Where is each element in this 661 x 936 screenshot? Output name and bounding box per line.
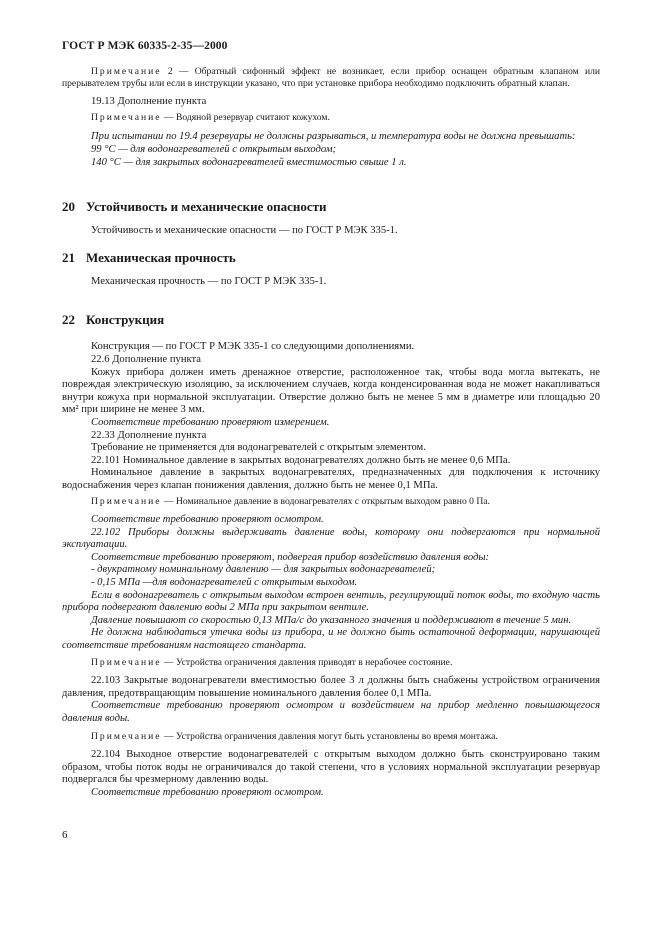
clause-22-103: 22.103 Закрытые водонагреватели вместимостью более 3 л должны быть снабжены устройством ограничения давления, предотвращающим повышение номинального давления более 0,1 МПа.: [62, 675, 600, 699]
section-21-text: Механическая прочность — по ГОСТ Р МЭК 335-1.: [91, 275, 327, 287]
clause-22-102-check: Соответствие требованию проверяют, подвергая прибор воздействию давления воды:: [91, 551, 490, 563]
clause-22-6: 22.6 Дополнение пункта: [91, 353, 201, 365]
document-header: ГОСТ Р МЭК 60335-2-35—2000: [62, 40, 228, 52]
section-title: Устойчивость и механические опасности: [86, 199, 327, 215]
clause-22-33: 22.33 Дополнение пункта: [91, 429, 207, 441]
section-number: 21: [62, 249, 75, 265]
section-title: Конструкция: [86, 312, 165, 328]
clause-22-6-check: Соответствие требованию проверяют измерением.: [91, 416, 330, 428]
italic-19-4: При испытании по 19.4 резервуары не должны разрываться, и температура воды не должна превышать:: [91, 131, 576, 143]
clause-22-103-check: Соответствие требованию проверяют осмотром и воздействием на прибор медленно повышающегося давления воды.: [62, 700, 600, 724]
section-22-heading: [62, 312, 600, 327]
check-visual-1: Соответствие требованию проверяют осмотром.: [91, 514, 324, 526]
clause-22-33-text: Требование не применяется для водонагревателей с открытым элементом.: [91, 442, 426, 454]
note-text: — Устройства ограничения давления могут быть установлены во время монтажа.: [163, 730, 498, 742]
note-label: Примечание: [91, 66, 162, 77]
note-text: — Водяной резервуар считают кожухом.: [163, 111, 330, 123]
note-22-101: [62, 496, 600, 508]
section-21-heading: [62, 250, 600, 265]
clause-19-13: 19.13 Дополнение пункта: [91, 96, 207, 108]
section-20-text: Устойчивость и механические опасности — по ГОСТ Р МЭК 335-1.: [91, 225, 398, 237]
note-label: Примечание: [91, 656, 162, 668]
note-text: 2 — Обратный сифонный эффект не возникает, если прибор оснащен обратным клапаном или прерывателем трубы или если в инструкции указано, что при установке прибора необходимо подключить обратный клапан.: [62, 66, 600, 89]
clause-22-6-text: Кожух прибора должен иметь дренажное отверстие, расположенное так, чтобы вода могла вытекать, не повреждая электрическую изоляцию, за исключением случаев, когда конденсированная вода не может накапливаться внутри кожуха при нормальной эксплуатации. Отверстие должно быть не менее 5 мм в диаметре или площадью 20 мм² при ширине не менее 3 мм.: [62, 366, 600, 416]
clause-22-104: 22.104 Выходное отверстие водонагревателей с открытым выходом должно быть сконструировано таким образом, чтобы поток воды не ограничивался до такой степени, что в условиях нормальной эксплуатации резервуар подвергался бы чрезмерному давлению воды.: [62, 749, 600, 786]
note-label: Примечание: [91, 111, 162, 123]
note-text: — Устройства ограничения давления приводят в нерабочее состояние.: [163, 656, 453, 668]
check-visual-2: Соответствие требованию проверяют осмотром.: [91, 786, 324, 798]
clause-22-102-valve: Если в водонагреватель с открытым выходом встроен вентиль, регулирующий поток воды, то входную часть прибора подвергают давлению воды 2 МПа при закрытом вентиле.: [62, 589, 600, 614]
clause-22-102-b: - 0,15 МПа —для водонагревателей с открытым выходом.: [91, 577, 358, 589]
clause-22-101-text: Номинальное давление в закрытых водонагревателях, предназначенных для подключения к источнику водоснабжения через клапан понижения давления, должно быть не менее 0,1 МПа.: [62, 467, 600, 491]
italic-99: 99 °С — для водонагревателей с открытым выходом;: [91, 143, 337, 155]
clause-22-102-a: - двукратному номинальному давлению — для закрытых водонагревателей;: [91, 564, 436, 576]
note-22-103: [62, 731, 600, 743]
page-number: 6: [62, 829, 68, 841]
note-19-13: [62, 112, 600, 124]
section-number: 22: [62, 312, 75, 328]
italic-140: 140 °С — для закрытых водонагревателей вместимостью свыше 1 л.: [91, 156, 407, 168]
note-label: Примечание: [91, 730, 162, 742]
note-text: — Номинальное давление в водонагревателях с открытым выходом равно 0 Па.: [163, 496, 490, 508]
section-22-intro: Конструкция — по ГОСТ Р МЭК 335-1 со следующими дополнениями.: [91, 341, 415, 353]
note-22-102: [62, 657, 600, 669]
clause-22-102-leak: Не должна наблюдаться утечка воды из прибора, и не должно быть остаточной деформации, нарушающей соответствие требованиям настоящего стандарта.: [62, 627, 600, 651]
section-title: Механическая прочность: [86, 249, 236, 265]
section-20-heading: [62, 199, 600, 214]
note-label: Примечание: [91, 496, 162, 508]
clause-22-102-rate: Давление повышают со скоростью 0,13 МПа/с до указанного значения и поддерживают в течение 5 мин.: [91, 614, 572, 626]
section-number: 20: [62, 199, 75, 215]
clause-22-102: 22.102 Приборы должны выдерживать давление воды, которому они подвергаются при нормальной эксплуатации.: [62, 526, 600, 551]
document-page: [62, 40, 600, 800]
note-2: [62, 66, 600, 89]
clause-22-101: 22.101 Номинальное давление в закрытых водонагревателях должно быть не менее 0,6 МПа.: [91, 454, 511, 466]
